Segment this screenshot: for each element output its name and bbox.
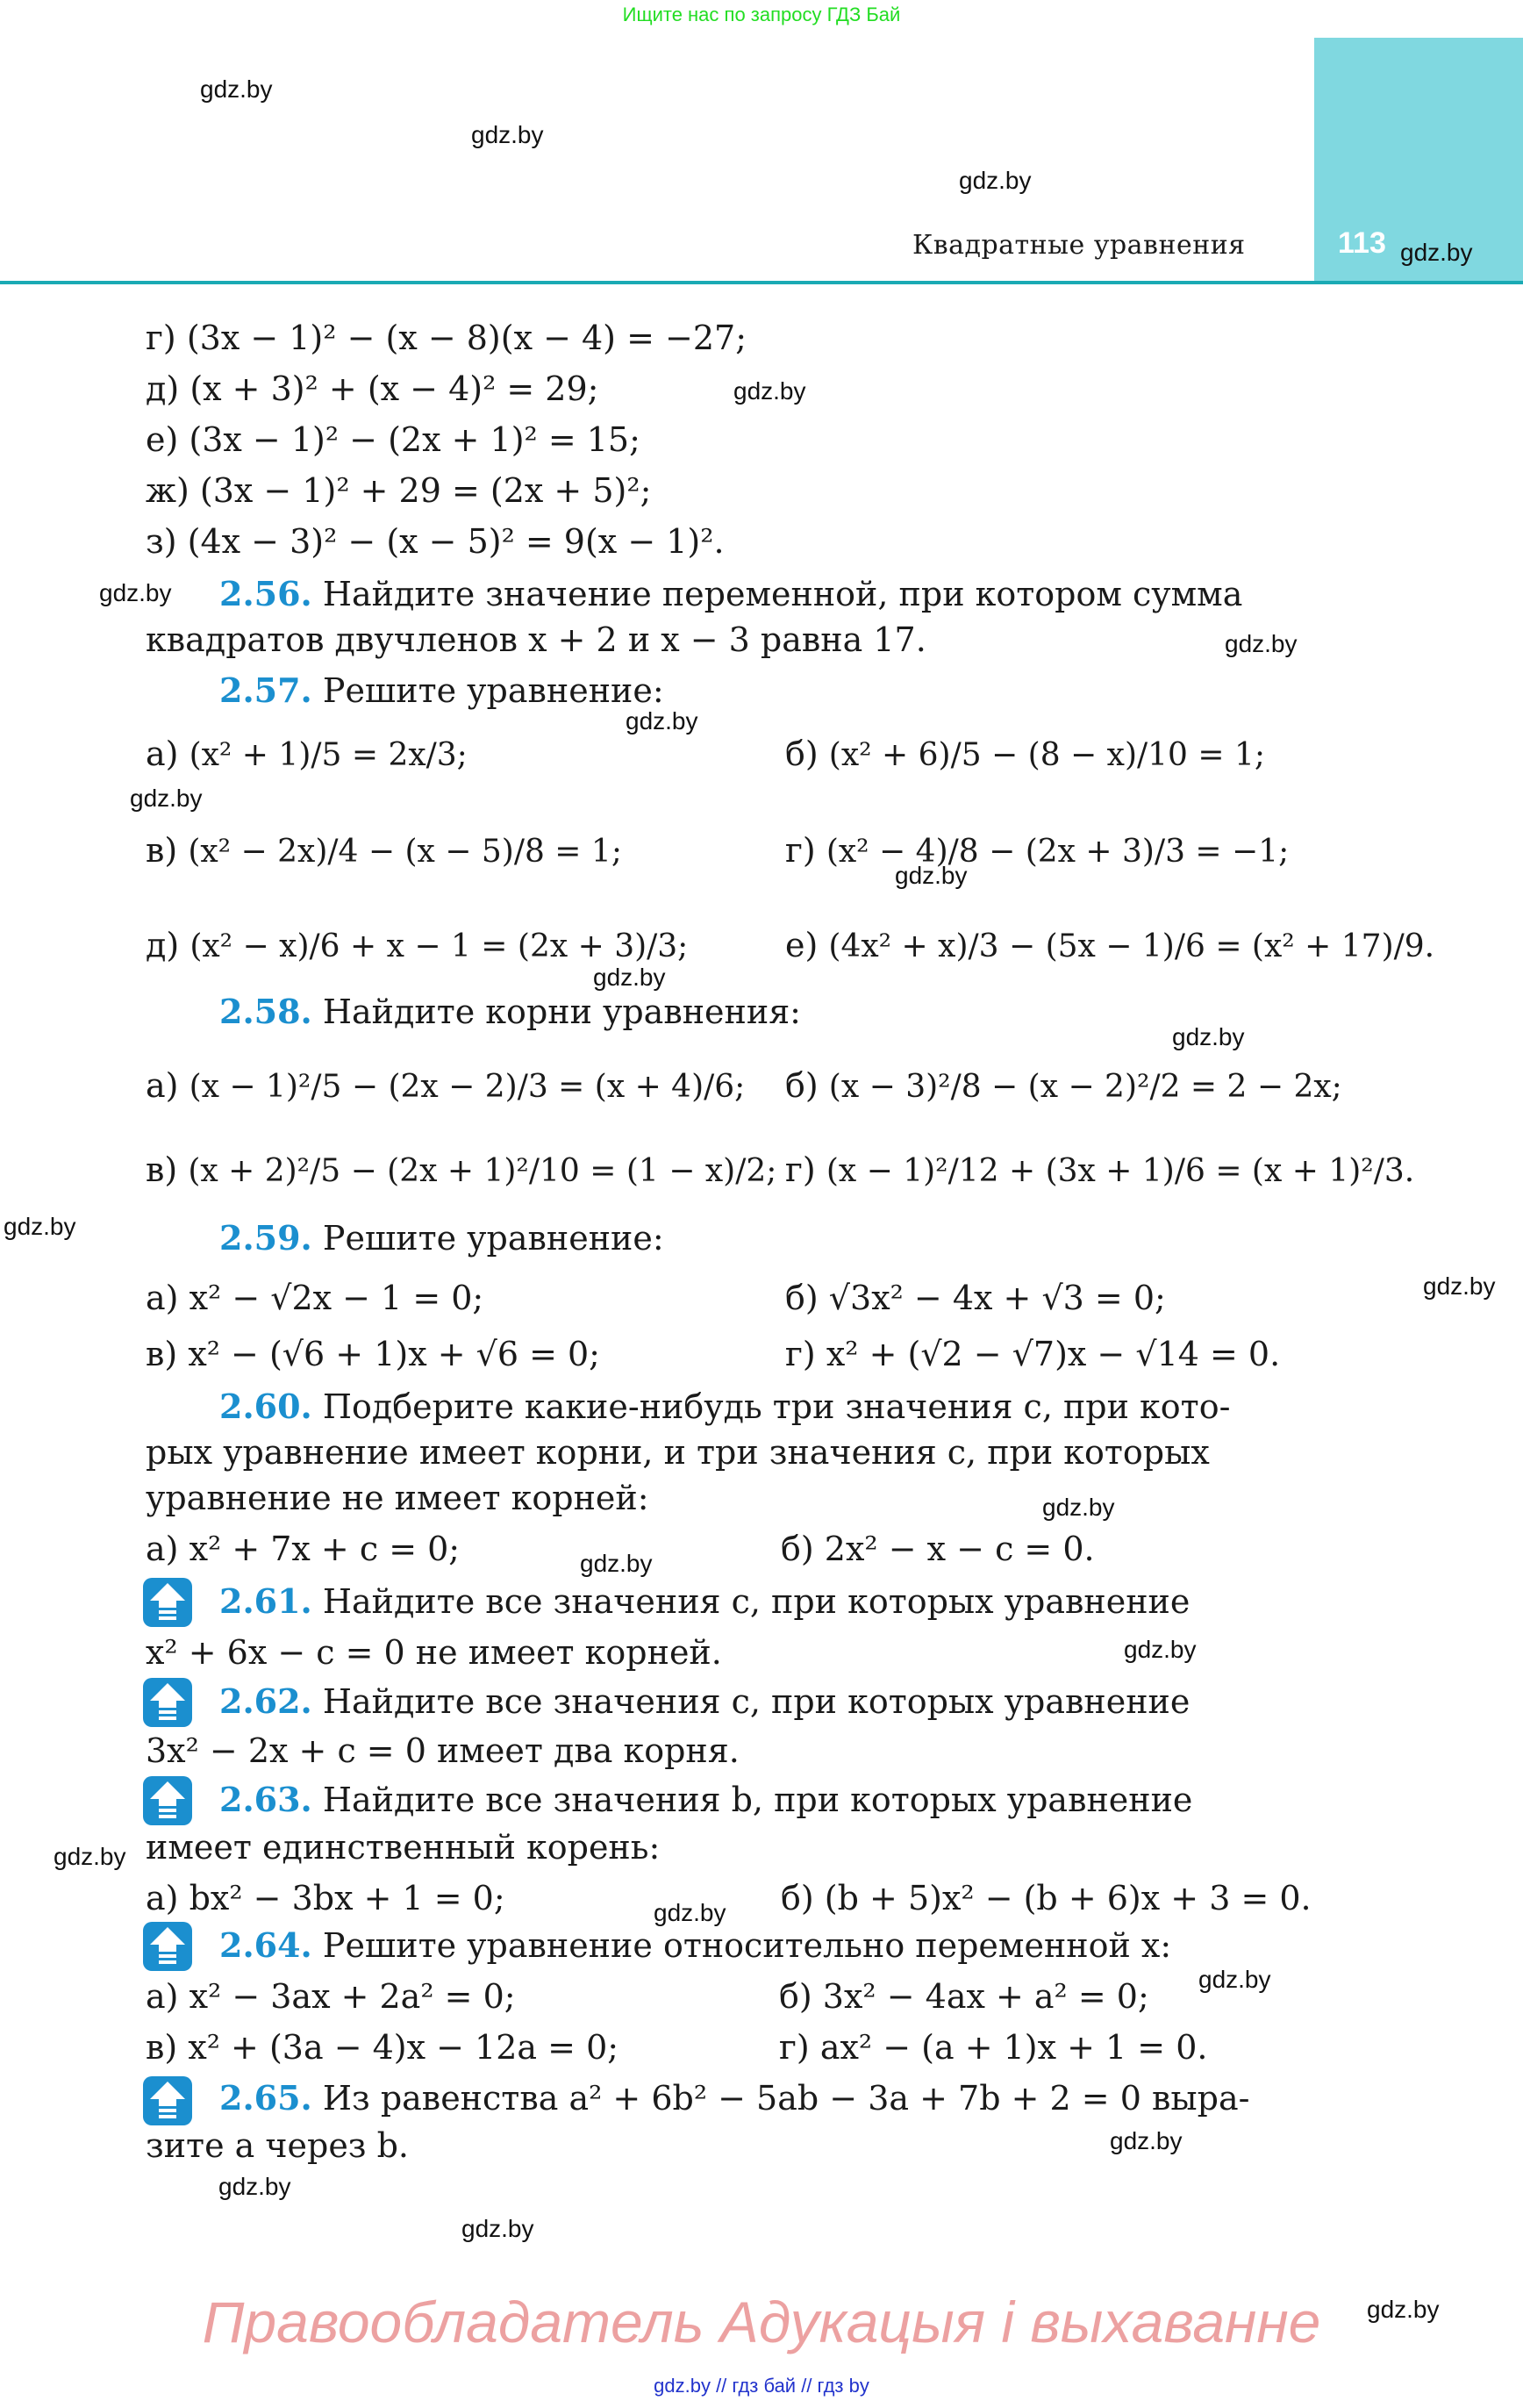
watermark: gdz.by [654, 1899, 726, 1926]
watermark: gdz.by [626, 707, 698, 735]
exercise-item: з) (4x − 3)² − (x − 5)² = 9(x − 1)². [146, 522, 725, 561]
watermark: gdz.by [1367, 2296, 1440, 2323]
increased-difficulty-icon [143, 2076, 192, 2125]
exercise-item: г) (3x − 1)² − (x − 8)(x − 4) = −27; [146, 319, 747, 357]
exercise-item: б) (x − 3)²/8 − (x − 2)²/2 = 2 − 2x; [785, 1066, 1342, 1105]
exercise-item: в) x² + (3a − 4)x − 12a = 0; [146, 2028, 619, 2067]
exercise-number: 2.59. [219, 1218, 312, 1258]
watermark: gdz.by [1042, 1494, 1115, 1521]
top-banner[interactable]: Ищите нас по запросу ГДЗ Бай [622, 4, 901, 25]
exercise-item: д) (x + 3)² + (x − 4)² = 29; [146, 369, 599, 408]
watermark: gdz.by [54, 1843, 126, 1870]
watermark: gdz.by [461, 2215, 534, 2242]
exercise-number: 2.64. [219, 1925, 312, 1965]
watermark: gdz.by [1423, 1272, 1496, 1300]
increased-difficulty-icon [143, 1922, 192, 1971]
exercise-number: 2.63. [219, 1780, 312, 1819]
exercise-item: б) (x² + 6)/5 − (8 − x)/10 = 1; [785, 735, 1266, 773]
watermark: gdz.by [218, 2173, 291, 2200]
exercise-item: г) (x² − 4)/8 − (2x + 3)/3 = −1; [785, 831, 1290, 870]
watermark: gdz.by [1225, 630, 1298, 657]
exercise-item: е) (4x² + x)/3 − (5x − 1)/6 = (x² + 17)/9. [785, 926, 1435, 964]
exercise-number: 2.61. [219, 1581, 312, 1621]
exercise-item: а) (x − 1)²/5 − (2x − 2)/3 = (x + 4)/6; [146, 1066, 746, 1105]
exercise-number: 2.60. [219, 1387, 312, 1426]
exercise-number: 2.57. [219, 670, 312, 710]
exercise-item: е) (3x − 1)² − (2x + 1)² = 15; [146, 420, 640, 459]
exercise-item: ж) (3x − 1)² + 29 = (2x + 5)²; [146, 471, 652, 510]
exercise-item: б) (b + 5)x² − (b + 6)x + 3 = 0. [781, 1879, 1312, 1917]
exercise-item: б) √3x² − 4x + √3 = 0; [785, 1279, 1166, 1317]
watermark: gdz.by [1124, 1636, 1197, 1663]
exercise-item: а) (x² + 1)/5 = 2x/3; [146, 735, 468, 773]
exercise-item: в) (x + 2)²/5 − (2x + 1)²/10 = (1 − x)/2; [146, 1150, 777, 1189]
watermark: gdz.by [733, 377, 806, 405]
exercise-item: а) x² − 3ax + 2a² = 0; [146, 1977, 516, 2016]
exercise-number: 2.65. [219, 2078, 312, 2118]
exercise-item: а) x² + 7x + c = 0; [146, 1530, 461, 1568]
page-number: 113 [1338, 226, 1386, 260]
copyright-watermark: Правообладатель Адукацыя і выхаванне [202, 2290, 1321, 2354]
watermark: gdz.by [580, 1550, 653, 1577]
watermark: gdz.by [99, 579, 172, 606]
exercise-item: а) bx² − 3bx + 1 = 0; [146, 1879, 505, 1917]
watermark: gdz.by [1172, 1023, 1245, 1050]
exercise-number: 2.58. [219, 992, 312, 1031]
watermark: gdz.by [4, 1213, 76, 1240]
exercise-item: а) x² − √2x − 1 = 0; [146, 1279, 484, 1317]
watermark: gdz.by [959, 167, 1032, 194]
exercise-item: б) 2x² − x − c = 0. [781, 1530, 1095, 1568]
increased-difficulty-icon [143, 1678, 192, 1727]
watermark: gdz.by [130, 785, 203, 812]
header-rule [0, 281, 1523, 284]
exercise-item: г) (x − 1)²/12 + (3x + 1)/6 = (x + 1)²/3. [785, 1150, 1415, 1189]
exercise-item: в) (x² − 2x)/4 − (x − 5)/8 = 1; [146, 831, 622, 870]
exercise-item: г) x² + (√2 − √7)x − √14 = 0. [785, 1335, 1281, 1373]
watermark: gdz.by [471, 121, 544, 148]
exercise-item: д) (x² − x)/6 + x − 1 = (2x + 3)/3; [146, 926, 689, 964]
exercise-item: г) ax² − (a + 1)x + 1 = 0. [779, 2028, 1208, 2067]
exercise-number: 2.62. [219, 1681, 312, 1721]
exercise-number: 2.56. [219, 574, 312, 613]
exercise-item: в) x² − (√6 + 1)x + √6 = 0; [146, 1335, 600, 1373]
watermark: gdz.by [895, 862, 968, 889]
watermark: gdz.by [1400, 239, 1473, 266]
watermark: gdz.by [200, 75, 273, 103]
exercise-item: б) 3x² − 4ax + a² = 0; [779, 1977, 1149, 2016]
section-title: Квадратные уравнения [912, 230, 1246, 261]
watermark: gdz.by [1110, 2127, 1183, 2154]
increased-difficulty-icon [143, 1578, 192, 1627]
increased-difficulty-icon [143, 1776, 192, 1825]
footer-links[interactable]: gdz.by // гдз бай // гдз by [654, 2375, 869, 2397]
watermark: gdz.by [1198, 1966, 1271, 1993]
watermark: gdz.by [593, 964, 666, 991]
